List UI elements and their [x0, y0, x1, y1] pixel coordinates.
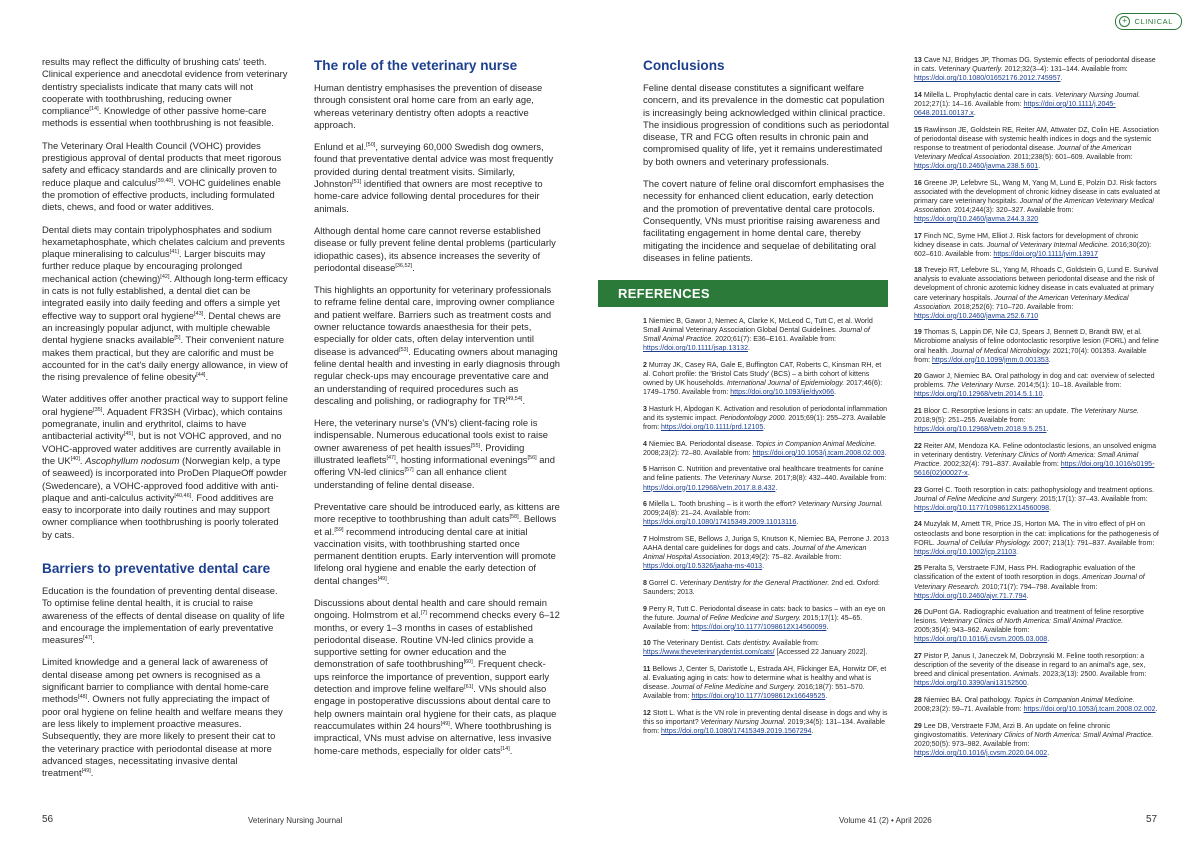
- reference-item: [914, 520, 1160, 556]
- references-heading: REFERENCES: [598, 280, 888, 307]
- reference-text: 2002;32(4): 791–837. Available from:: [941, 460, 1061, 468]
- reference-text: Rawlinson JE, Goldstein RE, Reiter AM, Attwater DZ, Colin HE. Association of periodontal disease with systemic health indices in dogs and the systemic response to treatment of periodontal disease.: [914, 126, 1159, 152]
- reference-number: 7: [643, 535, 647, 543]
- reference-link[interactable]: https://doi.org/10.2460/javma.252.6.710: [914, 312, 1039, 320]
- reference-number: 18: [914, 267, 922, 275]
- paragraph: Enlund et al.[50], surveying 60,000 Swedish dog owners, found that preventative dental advice was most frequently provided during dental treatment visits. Similarly, Johnston[51] identified that owners are most receptive to home-care advice following dental procedures for their animals.: [314, 141, 554, 214]
- reference-text: Niemiec BA. Oral pathology.: [923, 696, 1014, 704]
- reference-number: 28: [914, 696, 922, 704]
- reference-link[interactable]: https://doi.org/10.1016/s0195-5616(02)00027-x: [914, 460, 1155, 478]
- reference-number: 13: [914, 57, 922, 64]
- journal-name: Veterinary Nursing Journal: [248, 816, 343, 825]
- reference-text: 2007; 213(1): 791–837. Available from:: [1031, 539, 1155, 547]
- reference-text: DuPont GA. Radiographic evaluation and treatment of feline resorptive lesions.: [914, 609, 1144, 626]
- reference-text: .: [825, 693, 828, 701]
- reference-text: .: [884, 449, 887, 457]
- reference-text: Niemiec BA. Periodontal disease.: [648, 440, 756, 448]
- reference-text: 2009;24(8): 21–24. Available from:: [643, 510, 751, 518]
- reference-link[interactable]: https://www.theveterinarydentist.com/cats/: [643, 649, 775, 657]
- reference-link[interactable]: https://doi.org/10.2460/ajvr.71.7.794: [914, 592, 1027, 600]
- reference-text: 2010;71(7): 794–798. Available from:: [979, 583, 1098, 591]
- reference-item: [643, 605, 889, 632]
- reference-item: [643, 709, 889, 736]
- reference-text: .: [973, 109, 976, 117]
- reference-item: [643, 535, 889, 571]
- reference-text: International Journal of Epidemiology.: [726, 380, 845, 388]
- reference-text: Journal of Feline Medicine and Surgery.: [676, 614, 801, 622]
- reference-text: The Veterinary Nurse.: [1070, 408, 1139, 415]
- reference-text: Journal of the American Veterinary Medical Association.: [914, 144, 1132, 161]
- column-3: [618, 56, 889, 744]
- reference-number: 25: [914, 565, 922, 573]
- reference-text: Journal of Feline Medicine and Surgery.: [914, 495, 1039, 503]
- reference-text: The Veterinary Nurse.: [946, 382, 1016, 390]
- reference-text: 2020;61(7): E36–E161. Available from:: [713, 336, 837, 344]
- reference-text: 2021;70(4): 001353. Available from:: [914, 347, 1147, 364]
- reference-text: 2019;34(5): 131–134. Available from:: [643, 718, 886, 736]
- reference-text: .: [763, 424, 766, 432]
- reference-number: 9: [643, 605, 647, 613]
- reference-link[interactable]: https://doi.org/10.1053/j.tcam.2008.02.002: [1023, 706, 1156, 714]
- reference-text: Journal of Medical Microbiology.: [950, 347, 1051, 355]
- reference-text: Periodontology 2000.: [719, 415, 787, 422]
- section-heading-barriers: Barriers to preventative dental care: [42, 560, 271, 576]
- paragraph: Feline dental disease constitutes a significant welfare concern, and its prevalence in the domestic cat population is increasingly being acknowledged within clinical practice. The insidious progression of conditions such as periodontal disease, TR and FCG often results in chronic pain and compromised quality of life, yet it remains underestimated by both owners and veterinary professionals.: [643, 82, 889, 167]
- reference-text: Cave NJ, Bridges JP, Thomas DG. Systemic effects of periodontal disease in cats.: [914, 57, 1156, 74]
- reference-item: [914, 486, 1160, 513]
- reference-item: [914, 232, 1160, 259]
- reference-link[interactable]: https://doi.org/10.1016/j.cvsm.2005.03.008: [914, 636, 1048, 644]
- reference-text: Murray JK, Casey RA, Gale E, Buffington CAT, Roberts C, Kinsman RH, et al. Cohort profile: the 'Bristol Cats Study' (BCS) – a birth cohort of kittens owned by UK households.: [643, 362, 882, 388]
- reference-item: [914, 266, 1160, 321]
- reference-link[interactable]: https://doi.org/10.12968/vetn.2014.5.1.10: [914, 391, 1043, 399]
- paragraph: results may reflect the difficulty of brushing cats' teeth. Clinical experience and anecdotal evidence from veterinary dentistry specialists indicate that many cats will not cooperate with toothbrushing, reducing owner compliance[14]. Knowledge of other passive home-care methods is essential when toothbrushing is not feasible.: [42, 56, 288, 129]
- reference-text: Veterinary Nursing Journal.: [797, 501, 883, 509]
- reference-text: 2017;8(8): 432–440. Available from:: [772, 475, 887, 483]
- reference-item: [643, 579, 889, 597]
- paragraph: Education is the foundation of preventing dental disease. To optimise feline dental health, it is crucial to raise awareness of the effects of dental disease on quality of life and encourage the implementation of early preventative measures[47].: [42, 584, 285, 646]
- reference-text: Journal of Small Animal Practice.: [643, 327, 870, 344]
- reference-item: [643, 639, 889, 657]
- reference-text: .: [967, 470, 970, 478]
- reference-item: [643, 500, 889, 527]
- reference-text: 2008;23(2): 59–71. Available from:: [914, 706, 1024, 714]
- reference-text: 2018;252(6): 710–720. Available from:: [952, 303, 1074, 311]
- reference-item: [914, 179, 1160, 224]
- reference-number: 24: [914, 521, 922, 529]
- reference-number: 19: [914, 329, 922, 337]
- paragraph: Water additives offer another practical way to support feline oral hygiene[35]. Aquadent FR3SH (Virbac), which contains pomegranate, inulin and erythritol, claims to have antibacterial activity[45], but is not VOHC approved, and no VOHC-approved water additives are currently available in the UK[40]. Ascophyllum nodosum (Norwegian kelp, a type of seaweed) is incorporated into ProDen PlaqueOff powder (Swedencare), a VOHC-approved food additive with anti-plaque and anti-calculus activity[40,46]. Food additives are easy to incorporate into daily routines and may support owner compliance when toothbrushing is poorly tolerated by cats.: [42, 393, 288, 540]
- reference-item: [914, 91, 1160, 118]
- reference-link[interactable]: https://doi.org/10.12968/vetn.2017.8.8.432: [643, 484, 776, 492]
- reference-text: .: [811, 728, 814, 736]
- reference-number: 5: [643, 466, 647, 474]
- reference-item: [914, 608, 1160, 644]
- reference-text: 2020;50(5): 973–982. Available from:: [914, 740, 1030, 748]
- reference-text: .: [1026, 680, 1029, 688]
- paragraph: Dental diets may contain tripolyphosphates and sodium hexametaphosphate, which chelates calcium and prevents plaque mineralising to calculus[41]. Larger biscuits may further reduce plaque by encouraging prolonged mechanical action (chewing)[42]. Although long-term efficacy in cats is not fully established, a dental diet can be integrated easily into daily feeding and offers a simple yet effective way to support oral hygiene[43]. Dental chews are an increasingly popular adjunct, with multiple chewable dental hygiene snacks available[5]. Their convenient nature makes them practical, but they are calorific and must be accounted for in the cat's daily energy allowance, in view of the rising prevalence of feline obesity[44].: [42, 223, 288, 383]
- reference-link[interactable]: https://doi.org/10.1111/j.2045-0648.2011.00137.x: [914, 100, 1116, 117]
- reference-link[interactable]: https://doi.org/10.1177/1098612x16649525: [691, 693, 826, 701]
- reference-text: Bloor C. Resorptive lesions in cats: an update.: [923, 408, 1071, 415]
- reference-text: 2017;46(6): 1749–1750. Available from:: [643, 380, 883, 397]
- reference-number: 29: [914, 722, 922, 730]
- reference-text: .: [1038, 162, 1041, 170]
- paragraph: Human dentistry emphasises the prevention of disease through consistent oral home care from an early age, whereas veterinary dentistry often adopts a reactive approach.: [314, 82, 543, 130]
- reference-text: .: [1047, 636, 1050, 644]
- reference-text: .: [762, 563, 765, 571]
- reference-number: 26: [914, 609, 922, 617]
- reference-item: [914, 407, 1160, 434]
- column-2: [314, 56, 560, 767]
- reference-text: .: [1042, 391, 1045, 399]
- reference-text: 2014;244(3): 320–327. Available from:: [952, 206, 1074, 214]
- reference-text: Journal of the American Veterinary Medical Association.: [914, 197, 1154, 214]
- reference-number: 3: [643, 405, 647, 413]
- reference-item: [643, 405, 889, 432]
- paragraph: The covert nature of feline oral discomfort emphasises the necessity for enhanced client education, early detection and the promotion of preventative dental care protocols. Consequently, VNs must prioritise raising awareness and facilitating engagement in home dental care, thereby mitigating the incidence and sequelae of debilitating oral diseases in feline patients.: [643, 178, 885, 263]
- reference-number: 23: [914, 486, 922, 494]
- reference-list-right: [914, 56, 1160, 758]
- reference-number: 16: [914, 179, 922, 187]
- clinical-badge: [1115, 13, 1182, 30]
- reference-link[interactable]: https://doi.org/10.1080/17415349.2019.1567294: [661, 728, 812, 736]
- reference-text: Veterinary Clinics of North America: Small Animal Practice.: [939, 618, 1124, 626]
- reference-text: Thomas S, Lappin DF, Nile CJ, Spears J, Bennett D, Brandt BW, et al. Microbiome analysis of feline odontoclastic resorptive lesion (FORL) and feline oral health.: [914, 329, 1159, 355]
- reference-text: Veterinary Clinics of North America: Small Animal Practice.: [914, 451, 1139, 468]
- reference-text: 2nd ed. Oxford: Saunders; 2013.: [643, 579, 880, 596]
- reference-item: [914, 328, 1160, 364]
- reference-text: Veterinary Nursing Journal.: [700, 718, 786, 726]
- reference-text: 2012;27(1): 14–16. Available from:: [914, 100, 1024, 108]
- paragraph: Discussions about dental health and care should remain ongoing. Holmstrom et al.[7] recommend checks every 6–12 months, or every 1–3 months in cases of established periodontal disease. Routine VN-led clinics provide a supportive setting for owner education and the demonstration of safe toothbrushing[60]. Frequent check-ups reinforce the importance of prevention, support early detection and improve feline welfare[61]. VNs should also engage in postoperative discussions about dental care to help owners maintain oral hygiene for their cats, as plaque reaccumulates within 24 hours[49]. Where toothbrushing is impractical, VNs must advise on alternative, less invasive home-care methods, especially for older cats[14].: [314, 596, 560, 756]
- reference-item: [643, 465, 889, 492]
- reference-item: [914, 372, 1160, 399]
- reference-number: 10: [643, 640, 651, 648]
- reference-text: 2018;9(5): 251–255. Available from:: [914, 417, 1026, 425]
- reference-text: .: [834, 389, 837, 397]
- reference-item: [643, 440, 889, 458]
- reference-text: [Accessed 22 January 2022].: [774, 649, 868, 657]
- reference-item: [914, 442, 1160, 478]
- section-heading-role: The role of the veterinary nurse: [314, 58, 518, 73]
- reference-item: [643, 665, 889, 701]
- reference-number: 17: [914, 232, 922, 240]
- reference-text: 2008;23(2): 72–80. Available from:: [643, 449, 753, 457]
- reference-text: 2012;32(3–4): 131–144. Available from:: [1002, 66, 1128, 74]
- reference-text: The Veterinary Nurse.: [704, 475, 773, 483]
- reference-text: 2005;35(4): 943–962. Available from:: [914, 627, 1030, 635]
- reference-text: Journal of the American Animal Hospital Association.: [643, 545, 867, 562]
- reference-number: 15: [914, 126, 922, 134]
- page-number-right: 57: [1146, 814, 1158, 825]
- reference-text: 2015;17(1): 45–65. Available from:: [643, 614, 863, 631]
- reference-item: [914, 722, 1160, 758]
- paragraph: Although dental home care cannot reverse established disease or fully prevent feline dental problems (particularly idiopathic cases), its absence increases the severity of periodontal disease[36,52].: [314, 224, 556, 273]
- reference-text: Journal of Veterinary Internal Medicine.: [986, 241, 1110, 249]
- reference-number: 22: [914, 442, 922, 450]
- reference-text: Greene JP, Lefebvre SL, Wang M, Yang M, Lund E, Polzin DJ. Risk factors associated with the development of chronic kidney disease in cats evaluated at primary care veterinary hospitals.: [914, 179, 1161, 205]
- reference-text: 2014;5(1): 10–18. Available from:: [1015, 382, 1122, 390]
- reference-list-left: [643, 317, 889, 736]
- issue-info: Volume 41 (2) • April 2026: [839, 816, 932, 825]
- reference-text: Milella L. Prophylactic dental care in cats.: [923, 91, 1056, 99]
- reference-text: 2011;238(5): 601–609. Available from:: [1011, 153, 1133, 161]
- paragraph: Here, the veterinary nurse's (VN's) client-facing role is indispensable. Numerous educational tools exist to raise owner awareness of pet health issues[55]. Providing illustrated leaflets[47], hosting informational evenings[56] and offering VN-led clinics[57] can all enhance client understanding of feline dental disease.: [314, 417, 555, 490]
- reference-text: Reiter AM, Mendoza KA. Feline odontoclastic lesions, an unsolved enigma in veterinary dentistry.: [914, 442, 1157, 459]
- reference-item: [914, 652, 1160, 688]
- reference-number: 4: [643, 440, 647, 448]
- reference-text: Muzylak M, Arnett TR, Price JS, Horton MA. The in vitro effect of pH on osteoclasts and bone resorption in the cat: implications for the pathogenesis of FORL.: [914, 521, 1159, 547]
- reference-text: 2013;49(2): 75–82. Available from:: [731, 554, 842, 562]
- reference-text: Available from:: [770, 640, 819, 648]
- reference-text: .: [1060, 75, 1063, 83]
- reference-item: [643, 317, 889, 353]
- reference-text: Cats dentistry.: [726, 640, 771, 648]
- reference-text: Trevejo RT, Lefebvre SL, Yang M, Rhoads C, Goldstein G, Lund E. Survival analysis to evaluate associations between periodontal disease and the risk of development of chronic azotemic kidney disease in cats evaluated at primary care veterinary hospitals.: [914, 267, 1159, 302]
- reference-text: Journal of Feline Medicine and Surgery.: [671, 684, 796, 692]
- plus-circle-icon: +: [1119, 16, 1130, 27]
- reference-text: Lee DB, Verstraete FJM, Arzi B. An update on feline chronic gingivostomatitis.: [914, 722, 1111, 739]
- reference-text: .: [826, 623, 829, 631]
- reference-text: Topics in Companion Animal Medicine.: [1013, 696, 1135, 704]
- column-4: [914, 56, 1160, 766]
- reference-link[interactable]: https://doi.org/10.1099/jmm.0.001353: [932, 356, 1049, 364]
- reference-link[interactable]: https://doi.org/10.1002/jcp.21103: [914, 548, 1017, 556]
- reference-text: .: [775, 484, 778, 492]
- reference-text: Veterinary Dentistry for the General Practitioner.: [679, 579, 830, 587]
- reference-link[interactable]: https://doi.org/10.1111/jvim.13917: [993, 250, 1099, 258]
- reference-link[interactable]: https://doi.org/10.12968/vetn.2018.9.5.251: [914, 426, 1047, 434]
- reference-link[interactable]: https://doi.org/10.2460/javma.244.3.320: [914, 215, 1039, 223]
- reference-text: Veterinary Nursing Journal.: [1055, 91, 1141, 99]
- reference-item: [914, 56, 1160, 83]
- reference-text: .: [1047, 749, 1050, 757]
- reference-text: .: [1155, 706, 1158, 714]
- reference-text: .: [1049, 504, 1052, 512]
- reference-number: 2: [643, 362, 647, 370]
- reference-text: Gorrel C. Tooth resorption in cats: pathophysiology and treatment options.: [923, 486, 1155, 494]
- reference-text: Perry R, Tutt C. Periodontal disease in cats: back to basics – with an eye on the future.: [643, 605, 886, 622]
- reference-link[interactable]: https://doi.org/10.5326/jaaha-ms-4013: [643, 563, 763, 571]
- clinical-label: CLINICAL: [1134, 17, 1173, 26]
- reference-text: Gorrel C.: [648, 579, 680, 587]
- reference-text: Topics in Companion Animal Medicine.: [755, 440, 877, 448]
- reference-text: .: [748, 345, 750, 353]
- paragraph: Preventative care should be introduced early, as kittens are more receptive to toothbrushing than adult cats[58]. Bellows et al.[59] recommend introducing dental care at initial vaccination visits, with toothbrushing started once permanent dentition erupts. Early intervention will promote lifelong oral hygiene and enable the early detection of dental changes[49].: [314, 500, 560, 586]
- reference-text: Animals.: [1013, 671, 1041, 679]
- reference-text: .: [1046, 426, 1049, 434]
- reference-item: [643, 361, 889, 397]
- reference-link[interactable]: https://doi.org/10.1111/prd.12105: [661, 424, 764, 432]
- reference-text: Journal of the American Veterinary Medical Association.: [914, 294, 1129, 311]
- reference-number: 6: [643, 501, 647, 509]
- reference-text: Peralta S, Verstraete FJM, Hass PH. Radiographic evaluation of the classification of the extent of tooth resorption in dogs.: [914, 565, 1136, 582]
- reference-text: .: [796, 519, 799, 527]
- reference-text: Holmstrom SE, Bellows J, Juriga S, Knutson K, Niemiec BA, Perrone J. 2013 AAHA dental care guidelines for dogs and cats.: [643, 535, 889, 553]
- reference-number: 1: [643, 318, 647, 326]
- reference-link[interactable]: https://doi.org/10.1053/j.tcam.2008.02.003: [752, 449, 885, 457]
- reference-link[interactable]: https://doi.org/10.3390/ani13152500: [914, 680, 1027, 688]
- column-1: [42, 56, 288, 789]
- reference-text: Harrison C. Nutrition and preventative oral healthcare treatments for canine and feline patients.: [643, 466, 884, 483]
- reference-text: Veterinary Quarterly.: [938, 66, 1003, 74]
- section-heading-conclusions: Conclusions: [643, 58, 725, 73]
- reference-text: Finch NC, Syme HM, Elliot J. Risk factors for development of chronic kidney disease in cats.: [914, 232, 1139, 249]
- reference-number: 21: [914, 408, 922, 415]
- reference-text: 2016;30(20): 602–610. Available from:: [914, 241, 1152, 258]
- reference-link[interactable]: https://doi.org/10.2460/javma.238.5.601: [914, 162, 1039, 170]
- paragraph: The Veterinary Oral Health Council (VOHC) provides prestigious approval of dental products that meet rigorous safety and efficacy standards and are clinically proven to reduce plaque and calculus[39,40]. VOHC guidelines enable the promotion of effective products, including formulated diets, chews, and food or water additives.: [42, 139, 282, 213]
- reference-text: 2023;3(13): 2500. Available from:: [1040, 671, 1147, 679]
- reference-text: Niemiec B, Gawor J, Nemec A, Clarke K, McLeod C, Tutt C, et al. World Small Animal Veterinary Association Global Dental Guidelines.: [643, 318, 873, 335]
- reference-text: 2016;18(7): 551–570. Available from:: [643, 684, 865, 701]
- reference-link[interactable]: https://doi.org/10.1016/j.cvsm.2020.04.002: [914, 749, 1048, 757]
- reference-text: Veterinary Clinics of North America: Small Animal Practice.: [970, 731, 1154, 739]
- reference-number: 8: [643, 579, 647, 587]
- reference-number: 27: [914, 653, 922, 661]
- reference-link[interactable]: https://doi.org/10.1080/01652176.2012.745957: [914, 75, 1061, 83]
- reference-link[interactable]: https://doi.org/10.1080/17415349.2009.11013116: [643, 519, 797, 527]
- reference-text: .: [1016, 548, 1019, 556]
- reference-link[interactable]: https://doi.org/10.1111/jsap.13132: [643, 345, 748, 353]
- reference-text: Pistor P, Janus I, Janeczek M, Dobrzynski M. Feline tooth resorption: a description of the severity of the disease in regard to an animal's age, sex, breed and clinical presentation.: [914, 653, 1146, 679]
- reference-number: 20: [914, 373, 922, 381]
- reference-text: Gawor J, Niemiec BA. Oral pathology in dog and cat: overview of selected problems.: [914, 373, 1155, 390]
- paragraph: Limited knowledge and a general lack of awareness of dental disease among pet owners is recognised as a significant barrier to compliance with dental home-care methods[48]. Owners not fully appreciating the impact of poor oral hygiene on feline health and welfare means they are less likely to implement proactive measures. Subsequently, they are more likely to present their cat to the veterinary practice with periodontal disease at more advanced stages, necessitating invasive dental treatment[49].: [42, 656, 283, 779]
- reference-text: American Journal of Veterinary Research.: [914, 574, 1145, 591]
- reference-number: 11: [643, 665, 651, 673]
- reference-item: [914, 564, 1160, 600]
- reference-link[interactable]: https://doi.org/10.1177/1098612X14560098: [914, 504, 1050, 512]
- page-number-left: 56: [42, 814, 54, 825]
- reference-text: Journal of Cellular Physiology.: [936, 539, 1031, 547]
- reference-text: Stott L. What is the VN role in preventing dental disease in dogs and why is this so important?: [643, 709, 888, 726]
- reference-link[interactable]: https://doi.org/10.1177/1098612X14560099: [691, 623, 827, 631]
- reference-number: 12: [643, 709, 651, 717]
- reference-text: Hasturk H, Alpdogan K. Activation and resolution of periodontal inflammation and its systemic impact.: [643, 405, 888, 422]
- reference-item: [914, 126, 1160, 171]
- reference-text: .: [1026, 592, 1029, 600]
- reference-text: Milella L. Tooth brushing – is it worth the effort?: [648, 501, 798, 509]
- reference-text: Bellows J, Center S, Daristotle L, Estrada AH, Flickinger EA, Horwitz DF, et al. Evaluating aging in cats: how to determine what is healthy and what is disease.: [643, 665, 887, 692]
- paragraph: This highlights an opportunity for veterinary professionals to reframe feline dental care, improving owner compliance and patient welfare. Barriers such as treatment costs and owner reluctance towards anaesthesia for their pets, especially for older cats, often delay intervention until disease is advanced[53]. Educating owners about managing feline dental health and investing in early diagnosis through regular check-ups may encourage preventative care and an understanding of required procedures such as descaling and polishing, or radiography for TR[49,54].: [314, 284, 561, 406]
- reference-number: 14: [914, 91, 922, 99]
- reference-text: The Veterinary Dentist.: [652, 640, 727, 648]
- reference-item: [914, 696, 1160, 714]
- reference-text: 2015;17(1): 37–43. Available from:: [1038, 495, 1148, 503]
- reference-link[interactable]: https://doi.org/10.1093/ije/dyx066: [730, 389, 835, 397]
- reference-text: 2015;69(1): 255–273. Available from:: [643, 415, 886, 432]
- reference-text: .: [1048, 356, 1051, 364]
